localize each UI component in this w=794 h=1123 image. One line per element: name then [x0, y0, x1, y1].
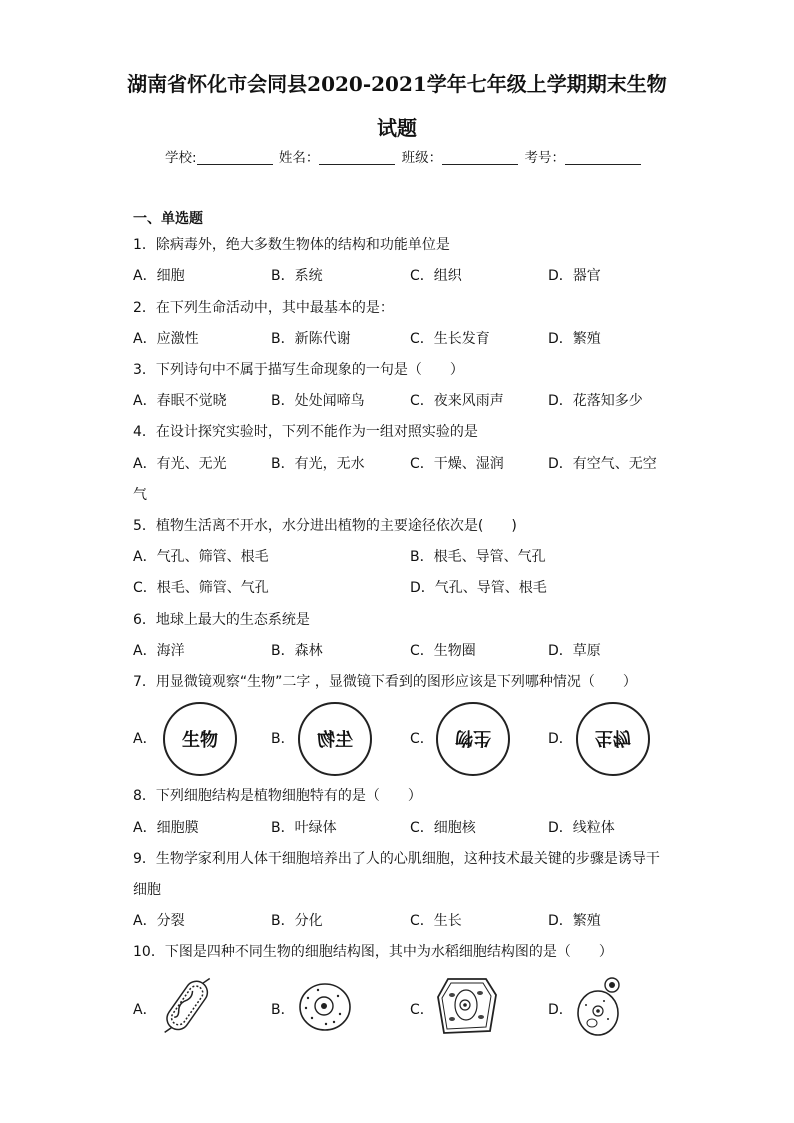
- q4-option-a: A．有光、无光: [133, 456, 227, 472]
- q8-option-d: D．线粒体: [548, 820, 615, 836]
- q6-option-c: C．生物圈: [410, 643, 476, 659]
- q1-option-b: B．系统: [271, 268, 323, 284]
- q6-option-a: A．海洋: [133, 643, 185, 659]
- question-10-stem: 10．下图是四种不同生物的细胞结构图，其中为水稻细胞结构图的是（ ）: [133, 944, 613, 960]
- q7-figure-b-text: 生物: [317, 730, 353, 751]
- q3-option-d: D．花落知多少: [548, 393, 643, 409]
- q7-figure-d-text: 生物: [595, 727, 631, 748]
- question-8-stem: 8．下列细胞结构是植物细胞特有的是（ ）: [133, 788, 422, 804]
- question-4-stem: 4．在设计探究实验时，下列不能作为一组对照实验的是: [133, 424, 478, 440]
- q2-option-c: C．生长发育: [410, 331, 490, 347]
- q5-option-c: C．根毛、筛管、气孔: [133, 580, 269, 596]
- question-9-stem-wrap: 细胞: [133, 882, 161, 898]
- q10-option-d: D．: [548, 1002, 573, 1018]
- student-info-row: [165, 146, 643, 166]
- question-1-stem: 1．除病毒外，绝大多数生物体的结构和功能单位是: [133, 237, 450, 253]
- q10-bacterium-cell-figure: [160, 975, 216, 1037]
- school-label: 学校:: [165, 150, 197, 166]
- q10-yeast-cell-figure: [574, 973, 624, 1039]
- q7-option-b: B．: [271, 731, 295, 747]
- question-2-stem: 2．在下列生命活动中，其中最基本的是：: [133, 300, 394, 316]
- section-heading: 一、单选题: [133, 211, 203, 227]
- page-title-line2: 试题: [377, 116, 417, 140]
- q10-option-b: B．: [271, 1002, 295, 1018]
- q9-option-b: B．分化: [271, 913, 323, 929]
- q7-option-d: D．: [548, 731, 573, 747]
- q5-option-a: A．气孔、筛管、根毛: [133, 549, 269, 565]
- number-label: 考号：: [524, 150, 565, 166]
- name-blank: [319, 150, 395, 165]
- q3-option-c: C．夜来风雨声: [410, 393, 504, 409]
- q9-option-a: A．分裂: [133, 913, 185, 929]
- question-3-stem: 3．下列诗句中不属于描写生命现象的一句是（ ）: [133, 362, 464, 378]
- q7-figure-a: [163, 702, 237, 776]
- class-blank: [442, 150, 518, 165]
- q10-animal-cell-figure: [296, 978, 354, 1036]
- q9-option-c: C．生长: [410, 913, 462, 929]
- question-5-stem: 5．植物生活离不开水，水分进出植物的主要途径依次是( ): [133, 518, 517, 534]
- question-6-stem: 6．地球上最大的生态系统是: [133, 612, 310, 628]
- question-7-stem: 7．用显微镜观察“生物”二字 ，显微镜下看到的图形应该是下列哪种情况（ ）: [133, 674, 637, 690]
- q4-option-d-wrap: 气: [133, 487, 147, 503]
- q7-figure-c: [436, 702, 510, 776]
- q2-option-d: D．繁殖: [548, 331, 601, 347]
- q9-option-d: D．繁殖: [548, 913, 601, 929]
- q8-option-c: C．细胞核: [410, 820, 476, 836]
- q1-option-d: D．器官: [548, 268, 601, 284]
- q6-option-b: B．森林: [271, 643, 323, 659]
- q2-option-a: A．应激性: [133, 331, 199, 347]
- q5-option-b: B．根毛、导管、气孔: [410, 549, 546, 565]
- page-title-line1: 湖南省怀化市会同县2020-2021学年七年级上学期期末生物: [127, 72, 667, 96]
- q5-option-d: D．气孔、导管、根毛: [410, 580, 547, 596]
- q7-figure-b: [298, 702, 372, 776]
- number-blank: [565, 150, 641, 165]
- q3-option-b: B．处处闻啼鸟: [271, 393, 365, 409]
- q1-option-a: A．细胞: [133, 268, 185, 284]
- class-label: 班级：: [401, 150, 443, 166]
- name-label: 姓名：: [278, 150, 320, 166]
- q6-option-d: D．草原: [548, 643, 601, 659]
- q4-option-b: B．有光，无水: [271, 456, 365, 472]
- q7-figure-c-text: 生物: [455, 727, 491, 748]
- q4-option-c: C．干燥、湿润: [410, 456, 504, 472]
- school-blank: [197, 150, 273, 165]
- q7-option-a: A．: [133, 731, 157, 747]
- q7-figure-a-text: 生物: [182, 730, 218, 751]
- q3-option-a: A．春眠不觉晓: [133, 393, 227, 409]
- q10-option-a: A．: [133, 1002, 157, 1018]
- q10-option-c: C．: [410, 1002, 434, 1018]
- q10-plant-cell-figure: [434, 973, 500, 1039]
- q7-option-c: C．: [410, 731, 434, 747]
- q2-option-b: B．新陈代谢: [271, 331, 351, 347]
- q4-option-d: D．有空气、无空: [548, 456, 657, 472]
- q1-option-c: C．组织: [410, 268, 462, 284]
- question-9-stem: 9．生物学家利用人体干细胞培养出了人的心肌细胞，这种技术最关键的步骤是诱导干: [133, 851, 660, 867]
- q8-option-b: B．叶绿体: [271, 820, 337, 836]
- q8-option-a: A．细胞膜: [133, 820, 199, 836]
- q7-figure-d: [576, 702, 650, 776]
